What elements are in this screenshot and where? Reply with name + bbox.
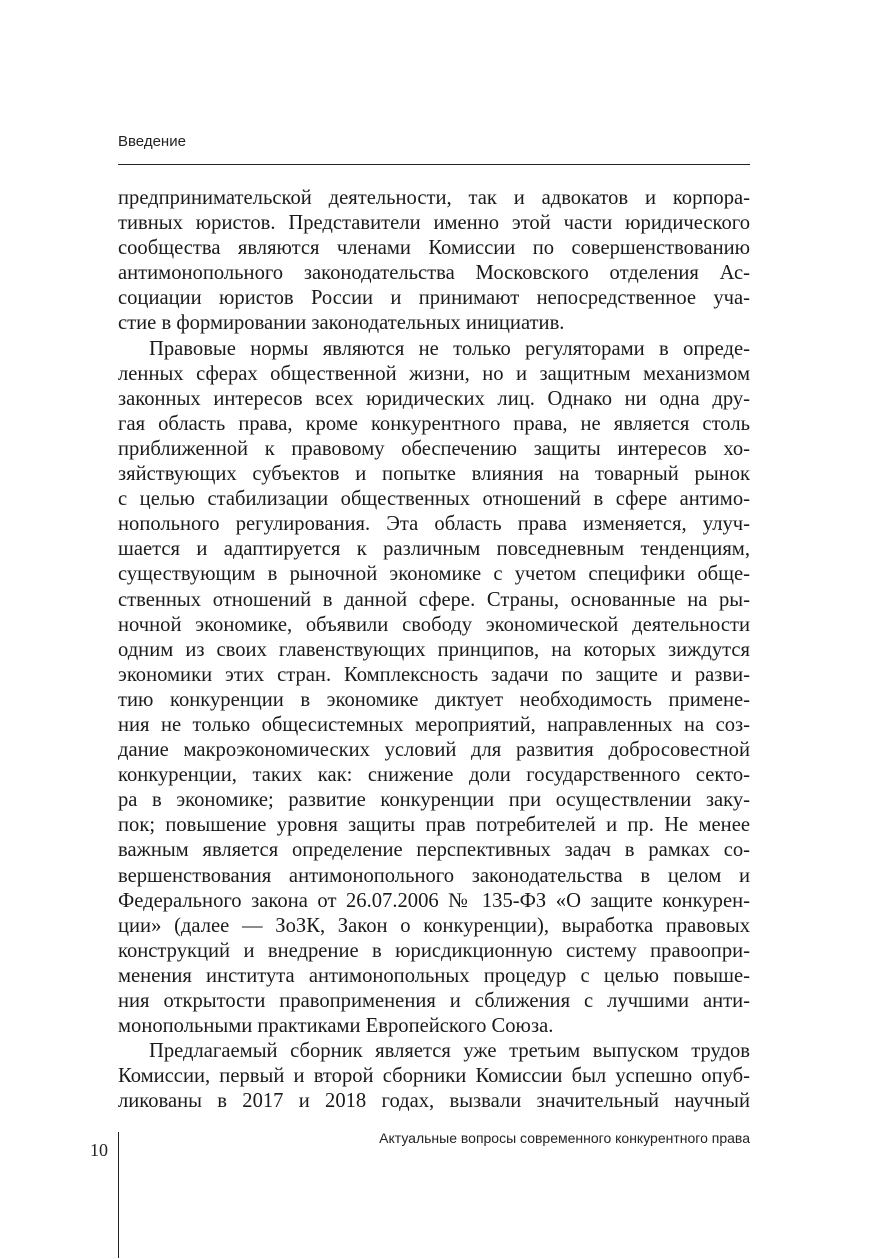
text-line: социации юристов России и принимают непосредственное уча- — [118, 287, 750, 310]
text-line: дание макроэкономических условий для развития добросовестной — [118, 739, 750, 762]
text-line: тию конкуренции в экономике диктует необходимость примене- — [118, 688, 750, 711]
text-line: ственных отношений в данной сфере. Страны, основанные на ры- — [118, 588, 750, 611]
text-line: зяйствующих субъектов и попытке влияния на товарный рынок — [118, 463, 750, 486]
running-head-section-title: Введение — [118, 133, 186, 150]
text-line: законных интересов всех юридических лиц. Однако ни одна дру- — [118, 387, 750, 410]
text-line: ра в экономике; развитие конкуренции при осуществлении заку- — [118, 789, 750, 812]
text-line: предпринимательской деятельности, так и адвокатов и корпора- — [118, 187, 750, 209]
text-line: одним из своих главенствующих принципов, на которых зиждутся — [118, 638, 750, 661]
text-line: пок; повышение уровня защиты прав потребителей и пр. Не менее — [118, 814, 750, 837]
text-line: ния открытости правоприменения и сближения с лучшими анти- — [118, 990, 750, 1012]
text-line: Предлагаемый сборник является уже третьим выпуском трудов — [149, 1040, 750, 1063]
text-line: существующим в рыночной экономике с учетом специфики обще- — [118, 563, 750, 586]
text-line: нопольного регулирования. Эта область права изменяется, улуч- — [118, 513, 750, 536]
text-line: сообщества являются членами Комиссии по совершенствованию — [118, 237, 750, 260]
text-line: конкуренции, таких как: снижение доли государственного секто- — [118, 764, 750, 787]
text-line: ликованы в 2017 и 2018 годах, вызвали значительный научный — [118, 1090, 750, 1113]
text-line: монопольными практиками Европейского Союза. — [118, 1015, 554, 1038]
text-line: Федерального закона от 26.07.2006 № 135-ФЗ «О защите конкурен- — [118, 889, 750, 912]
text-line: ния не только общесистемных мероприятий, направленных на соз- — [118, 713, 750, 736]
text-line: ленных сферах общественной жизни, но и защитным механизмом — [118, 362, 750, 385]
page-number: 10 — [90, 1140, 108, 1160]
text-line: с целью стабилизации общественных отношений в сфере антимо- — [118, 488, 750, 511]
text-line: Правовые нормы являются не только регуляторами в опреде- — [149, 337, 750, 360]
text-line: тивных юристов. Представители именно этой части юридического — [118, 212, 750, 235]
text-line: Комиссии, первый и второй сборники Комиссии был успешно опуб- — [118, 1065, 750, 1088]
text-line: вершенствования антимонопольного законодательства в целом и — [118, 864, 750, 887]
running-foot-book-title: Актуальные вопросы современного конкурентного права — [379, 1130, 750, 1146]
text-line: конструкций и внедрение в юрисдикционную систему правоопри- — [118, 939, 750, 962]
text-line: экономики этих стран. Комплексность задачи по защите и разви- — [118, 663, 750, 686]
header-divider — [118, 164, 750, 165]
text-line: антимонопольного законодательства Московского отделения Ас- — [118, 262, 750, 285]
body-text — [118, 186, 750, 1114]
text-line: важным является определение перспективных задач в рамках со- — [118, 839, 750, 862]
footer-vertical-rule — [118, 1132, 119, 1258]
text-line: приближенной к правовому обеспечению защиты интересов хо- — [118, 437, 750, 460]
text-line: стие в формировании законодательных инициатив. — [118, 312, 565, 335]
text-line: шается и адаптируется к различным повседневным тенденциям, — [118, 538, 750, 561]
text-line: ции» (далее — ЗоЗК, Закон о конкуренции), выработка правовых — [118, 914, 750, 937]
text-line: ночной экономике, объявили свободу экономической деятельности — [118, 613, 750, 636]
text-line: гая область права, кроме конкурентного права, не является столь — [118, 412, 750, 435]
text-line: менения института антимонопольных процедур с целью повыше- — [118, 964, 750, 987]
